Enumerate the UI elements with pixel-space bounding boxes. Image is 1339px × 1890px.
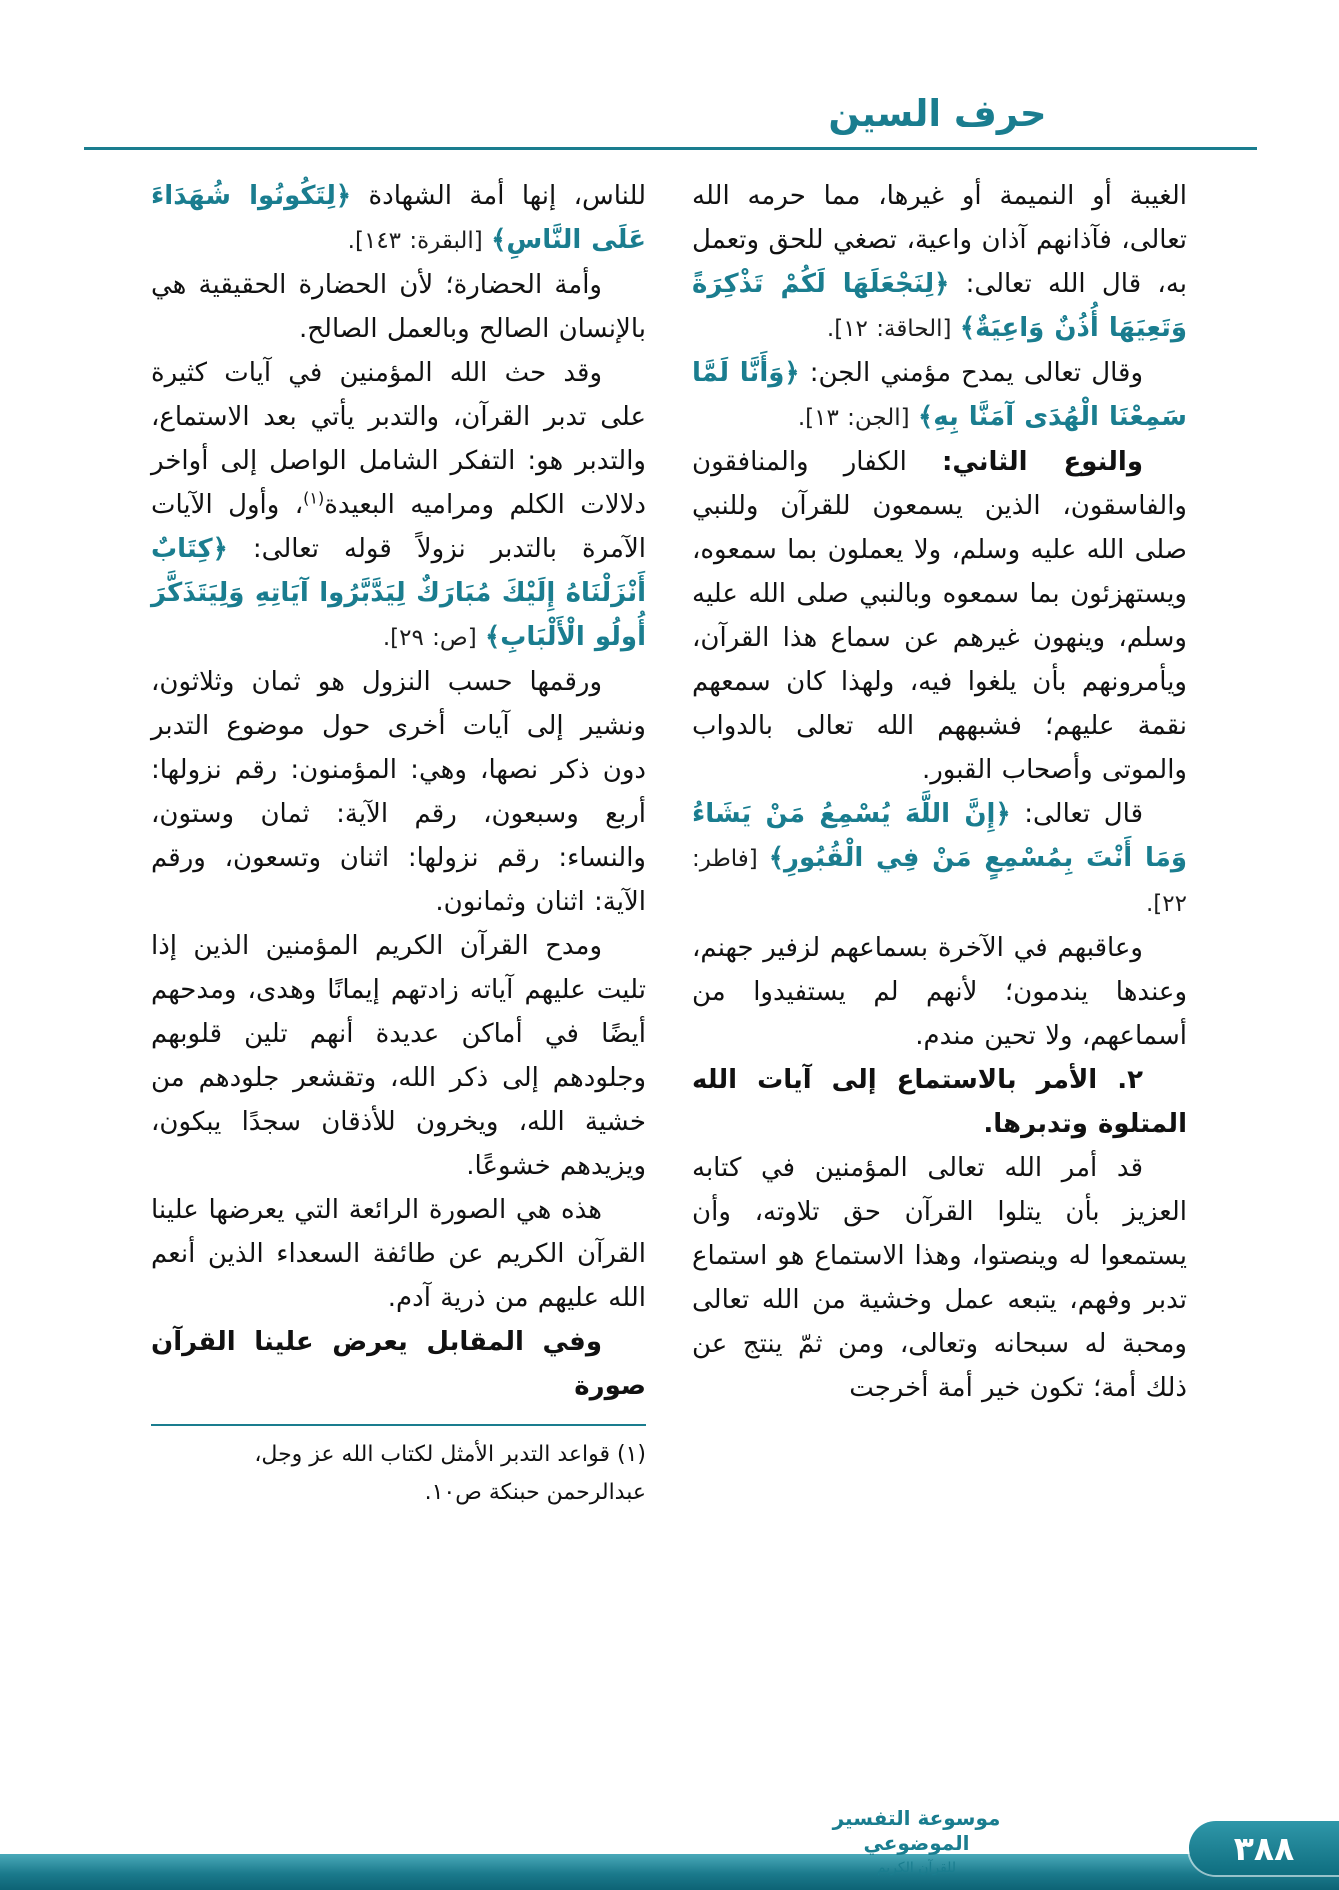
footnote-marker: (١) [303,488,325,508]
text-column-left [151,174,646,1512]
quran-verse: ﴿لِنَجْعَلَهَا لَكُمْ تَذْكِرَةً وَتَعِيَهَا أُذُنٌ وَاعِيَةٌ﴾ [692,269,1187,343]
page-number: ٣٨٨ [1233,1828,1295,1868]
body-text: وفي المقابل يعرض علينا القرآن صورة [151,1327,646,1401]
body-text: وقد حث الله المؤمنين في آيات كثيرة على تدبر القرآن، والتدبر يأتي بعد الاستماع، والتدبر هو: التفكر الشامل الواصل إلى أواخر دلالات الكلم ومراميه البعيدة [151,358,646,520]
quran-verse: ﴿إِنَّ اللَّهَ يُسْمِعُ مَنْ يَشَاءُ وَمَا أَنْتَ بِمُسْمِعٍ مَنْ فِي الْقُبُورِ﴾ [692,799,1187,873]
paragraph [692,792,1187,926]
content-columns [151,174,1187,1512]
verse-reference: [الحاقة: ١٢]. [826,316,960,342]
chapter-title: حرف السين [828,92,1047,135]
paragraph [151,660,646,924]
body-text: ، وأول الآيات الآمرة بالتدبر نزولاً قوله تعالى: [151,490,646,564]
paragraph [692,174,1187,351]
paragraph [151,924,646,1188]
body-text: ومدح القرآن الكريم المؤمنين الذين إذا تليت عليهم آياته زادتهم إيمانًا وهدى، ومدحهم أيضًا في أماكن عديدة أنهم تلين قلوبهم وجلودهم إلى ذكر الله، وتقشعر جلودهم من خشية الله، ويخرون للأذقان سجدًا يبكون، ويزيدهم خشوعًا. [151,931,646,1181]
paragraphs-left [151,174,646,1408]
body-text: قال تعالى: [1010,799,1144,829]
verse-reference: [فاطر: ٢٢]. [692,846,1187,917]
text-column-right [692,174,1187,1410]
paragraph [692,351,1187,440]
paragraph [151,263,646,351]
body-text: قد أمر الله تعالى المؤمنين في كتابه العزيز بأن يتلوا القرآن حق تلاوته، وأن يستمعوا له وينصتوا، وهذا الاستماع هو استماع تدبر وفهم، يتبعه عمل وخشية من الله تعالى ومحبة له سبحانه وتعالى، ومن ثمّ ينتج عن ذلك أمة؛ تكون خير أمة أخرجت [692,1153,1187,1403]
footnote-text: (١) قواعد التدبر الأمثل لكتاب الله عز وجل، عبدالرحمن حبنكة ص١٠. [254,1442,646,1505]
logo-title: موسوعة التفسير الموضوعي [832,1806,1001,1855]
logo-subtitle: للقرآن الكريم [876,1860,957,1876]
quran-verse: ﴿وَأَنَّا لَمَّا سَمِعْنَا الْهُدَى آمَنَّا بِهِ﴾ [692,358,1187,432]
paragraph [151,1320,646,1408]
paragraph [692,926,1187,1058]
body-text: هذه هي الصورة الرائعة التي يعرضها علينا القرآن الكريم عن طائفة السعداء الذين أنعم الله عليهم من ذرية آدم. [151,1195,646,1313]
body-text: ٢. الأمر بالاستماع إلى آيات الله المتلوة وتدبرها. [692,1065,1187,1139]
body-text: للناس، إنها أمة الشهادة [351,181,647,211]
paragraph [151,351,646,660]
footer-band [0,1854,1339,1890]
paragraph [692,1058,1187,1146]
verse-reference: [الجن: ١٣]. [797,405,918,431]
body-text: وعاقبهم في الآخرة بسماعهم لزفير جهنم، وعندها يندمون؛ لأنهم لم يستفيدوا من أسماعهم، ولا تحين مندم. [692,933,1187,1051]
body-text-bold: والنوع الثاني: [942,447,1143,477]
body-text: الكفار والمنافقون والفاسقون، الذين يسمعون للقرآن وللنبي صلى الله عليه وسلم، ولا يعملون بما سمعوه، ويستهزئون بما سمعوه وبالنبي صلى الله عليه وسلم، وينهون غيرهم عن سماع هذا القرآن، ويأمرونهم بأن يلغوا فيه، ولهذا كان سمعهم نقمة عليهم؛ فشبههم الله تعالى بالدواب والموتى وأصحاب القبور. [692,447,1187,785]
header-divider [84,147,1257,150]
paragraph [151,1188,646,1320]
publisher-logo [824,1806,1009,1878]
quran-verse: ﴿لِتَكُونُوا شُهَدَاءَ عَلَى النَّاسِ﴾ [151,181,646,255]
verse-reference: [ص: ٢٩]. [382,625,486,651]
body-text: الغيبة أو النميمة أو غيرها، مما حرمه الله تعالى، فآذانهم آذان واعية، تصغي للحق وتعمل به، قال الله تعالى: [692,181,1187,299]
paragraph [692,440,1187,792]
body-text: وأمة الحضارة؛ لأن الحضارة الحقيقية هي بالإنسان الصالح وبالعمل الصالح. [151,270,646,344]
verse-reference: [البقرة: ١٤٣]. [347,228,492,254]
paragraph [151,174,646,263]
body-text: وقال تعالى يمدح مؤمني الجن: [799,358,1143,388]
page-number-badge [1189,1821,1339,1875]
paragraph [692,1146,1187,1410]
body-text: ورقمها حسب النزول هو ثمان وثلاثون، ونشير إلى آيات أخرى حول موضوع التدبر دون ذكر نصها، وهي: المؤمنون: رقم نزولها: أربع وسبعون، رقم الآية: ثمان وستون، والنساء: رقم نزولها: اثنان وتسعون، ورقم الآية: اثنان وثمانون. [151,667,646,917]
paragraphs-right [692,174,1187,1410]
quran-verse: ﴿كِتَابٌ أَنْزَلْنَاهُ إِلَيْكَ مُبَارَكٌ لِيَدَّبَّرُوا آيَاتِهِ وَلِيَتَذَكَّرَ أُولُو الْأَلْبَابِ﴾ [151,534,646,652]
